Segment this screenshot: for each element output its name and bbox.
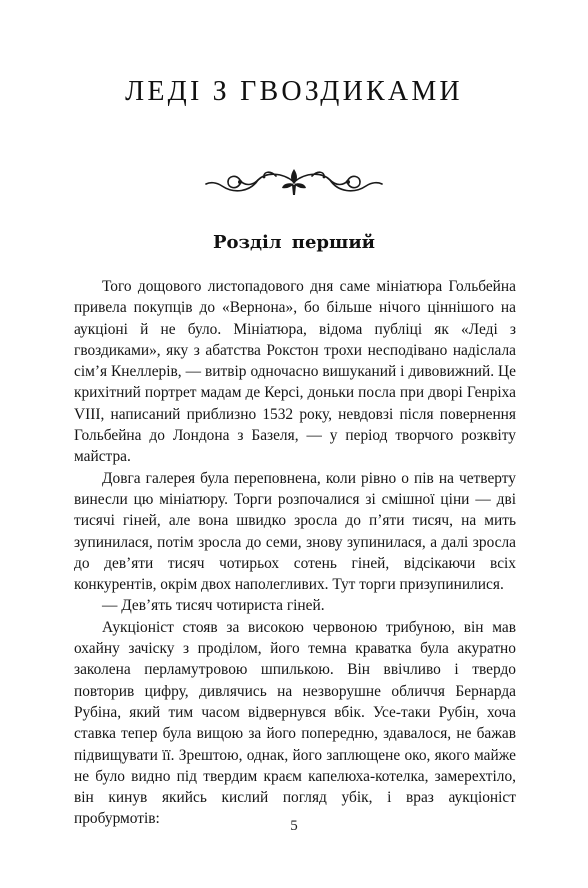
chapter-title: Розділ перший xyxy=(212,232,376,253)
body-text xyxy=(74,276,516,830)
floral-fleuron-icon xyxy=(204,166,384,198)
paragraph: Того дощового листопадового дня саме мініатюра Гольбейна привела покупців до «Вернона», бо більше нічого ціннішого на аукціоні й не було. Мініатюра, відома публіці як «Леді з гвоздиками», яку з абатства Рокстон трохи несподівано надіслала сім’я Кнеллерів, — витвір одночасно вишуканий і дивовижний. Це крихітний портрет мадам де Керсі, доньки посла при дворі Генріха VIII, написаний приблизно 1532 року, невдовзі після повернення Гольбейна до Лондона з Базеля, — у період творчого розквіту майстра. xyxy=(74,278,516,466)
paragraph: — Дев’ять тисяч чотириста гіней. xyxy=(102,597,325,615)
paragraph: Аукціоніст стояв за високою червоною трибуною, він мав охайну зачіску з проділом, його темна краватка була акуратно заколена перламутровою шпилькою. Він ввічливо і твердо повторив цифру, дивлячись на незворушне обличчя Бернарда Рубіна, який тим часом відвернувся вбік. Усе-таки Рубін, хоча ставка тепер була вищою за його попередню, здавалося, не бажав підвищувати її. Зрештою, однак, його заплющене око, якого майже не було видно під твердим краєм капелюха-котелка, замерехтіло, він кинув якийсь кислий погляд убік, і враз аукціоніст пробурмотів: xyxy=(74,618,516,828)
page-number: 5 xyxy=(290,818,298,834)
paragraph: Довга галерея була переповнена, коли рівно о пів на четверту винесли цю мініатюру. Торги розпочалися зі смішної ціни — дві тисячі гіней, але вона швидко зросла до п’яти тисяч, на мить зупинилася, потім зросла до семи, знову зупинилася, а далі зросла до дев’яти тисяч чотирьох сотень гіней, відсікаючи всіх конкурентів, окрім двох наполегливих. Тут торги призупинилися. xyxy=(74,469,516,594)
book-title: ЛЕДІ З ГВОЗДИКАМИ xyxy=(125,76,463,107)
